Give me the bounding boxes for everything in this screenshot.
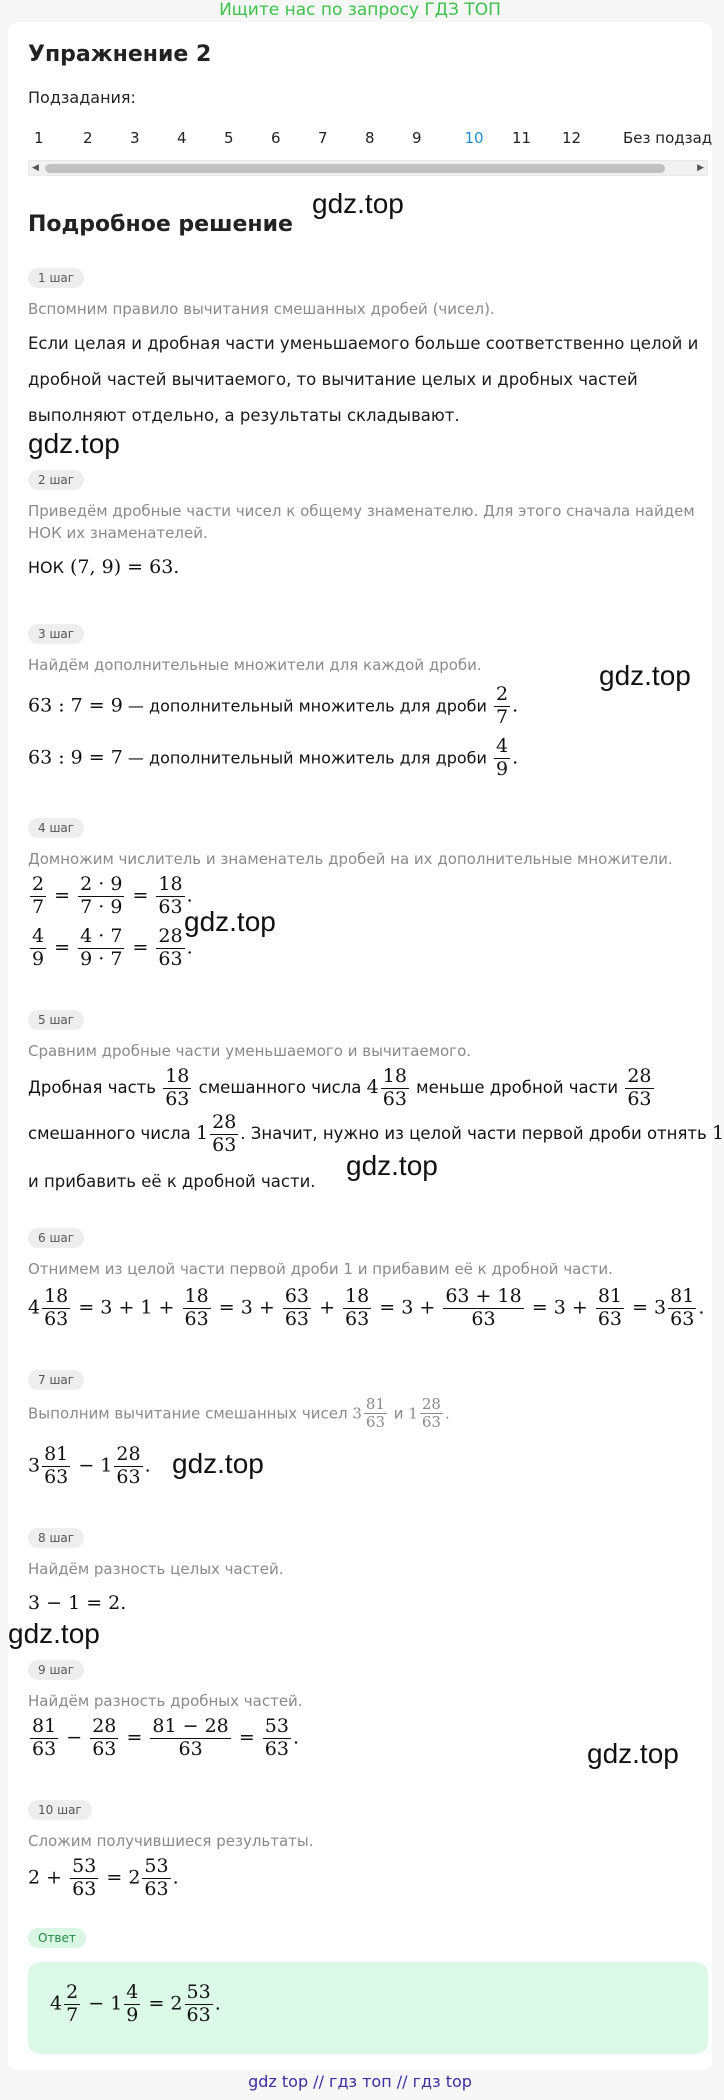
- math-line: 63 : 7 = 9 — дополнительный множитель для дроби $\frac{2}{7}$ .: [28, 683, 519, 728]
- watermark: gdz.top: [28, 428, 120, 459]
- step-hint: Сравним дробные части уменьшаемого и вычитаемого.: [28, 1042, 472, 1060]
- watermark: gdz.top: [346, 1150, 438, 1181]
- math-line: Дробная часть $\frac{18}{63}$ смешанного числа 4 $\frac{18}{63}$ меньше дробной части $\frac{28}{63}$: [28, 1065, 652, 1110]
- step-badge: 6 шаг: [28, 1228, 84, 1248]
- math-line: $\frac{4}{9}$ = $\frac{4 \cdot 7}{9 \cdot 7}$ = $\frac{28}{63}$ .: [32, 925, 193, 970]
- step-badge: 10 шаг: [28, 1800, 92, 1820]
- subtask-tab-8[interactable]: 8: [365, 129, 375, 147]
- math-line: $\frac{81}{63}$ − $\frac{28}{63}$ = $\frac{81 - 28}{63}$ = $\frac{53}{63}$ .: [32, 1715, 300, 1760]
- step-text: и прибавить её к дробной части.: [28, 1172, 316, 1191]
- step-badge: 8 шаг: [28, 1528, 84, 1548]
- solution-heading: Подробное решение: [28, 212, 293, 237]
- step-hint: Выполним вычитание смешанных чисел 3 $\frac{81}{63}$ и 1 $\frac{28}{63}$ .: [28, 1395, 450, 1432]
- subtask-tab-9[interactable]: 9: [412, 129, 422, 147]
- step-badge: 7 шаг: [28, 1370, 84, 1390]
- answer-expression: 4 $\frac{2}{7}$ − 1 $\frac{4}{9}$ = 2 $\frac{53}{63}$ .: [50, 1981, 221, 2026]
- promo-banner: Ищите нас по запросу ГДЗ ТОП: [219, 0, 501, 20]
- step-hint: Вспомним правило вычитания смешанных дробей (чисел).: [28, 300, 495, 318]
- step-hint: Найдём дополнительные множители для каждой дроби.: [28, 656, 482, 674]
- subtask-tab-12[interactable]: 12: [562, 129, 582, 147]
- step-text: Если целая и дробная части уменьшаемого больше соответственно целой и дробной частей вычитаемого, то вычитание целых и дробных частей выполняют отдельно, а результаты складывают.: [28, 334, 699, 425]
- subtask-tab-4[interactable]: 4: [177, 129, 187, 147]
- step-hint: Приведём дробные части чисел к общему знаменателю. Для этого сначала найдем НОК их знаменателей.: [28, 502, 695, 542]
- watermark: gdz.top: [184, 906, 276, 937]
- step-badge: 9 шаг: [28, 1660, 84, 1680]
- step-hint: Найдём разность целых частей.: [28, 1560, 284, 1578]
- step-badge: 5 шаг: [28, 1010, 84, 1030]
- watermark: gdz.top: [8, 1618, 100, 1649]
- watermark: gdz.top: [587, 1738, 679, 1769]
- math-line: 2 + $\frac{53}{63}$ = 2 $\frac{53}{63}$ .: [28, 1855, 179, 1900]
- answer-badge: Ответ: [28, 1928, 86, 1948]
- math-line: 4 $\frac{18}{63}$ = 3 + 1 + $\frac{18}{63}$ = 3 + $\frac{63}{63}$ + $\frac{18}{63}$ = 3 + $\frac{63 + 18}{63}$ = 3 + $\frac{81}{63}$ = 3 $\frac{81}{63}$ .: [28, 1285, 705, 1330]
- math-line: 3 − 1 = 2.: [28, 1592, 127, 1614]
- math-line: $\frac{2}{7}$ = $\frac{2 \cdot 9}{7 \cdot 9}$ = $\frac{18}{63}$ .: [32, 873, 193, 918]
- math-line: 63 : 9 = 7 — дополнительный множитель для дроби $\frac{4}{9}$ .: [28, 735, 519, 780]
- step-badge: 2 шаг: [28, 470, 84, 490]
- watermark: gdz.top: [172, 1448, 264, 1479]
- math-line: 3 $\frac{81}{63}$ − 1 $\frac{28}{63}$ .: [28, 1443, 151, 1488]
- footer-links[interactable]: gdz top // гдз топ // гдз top: [248, 2072, 472, 2091]
- subtask-tab-3[interactable]: 3: [130, 129, 140, 147]
- step-hint: Домножим числитель и знаменатель дробей на их дополнительные множители.: [28, 850, 673, 868]
- subtask-tab-5[interactable]: 5: [224, 129, 234, 147]
- math-line: НОК (7, 9) = 63.: [28, 556, 180, 578]
- watermark: gdz.top: [312, 188, 404, 219]
- subtask-tab-2[interactable]: 2: [83, 129, 93, 147]
- step-badge: 3 шаг: [28, 624, 84, 644]
- subtask-tab-1[interactable]: 1: [34, 129, 44, 147]
- scroll-right-icon[interactable]: ▶: [697, 163, 704, 173]
- subtasks-label: Подзадания:: [28, 88, 136, 107]
- subtask-tab-7[interactable]: 7: [318, 129, 328, 147]
- subtask-tabs: [28, 124, 713, 162]
- subtask-tab-no-subtask[interactable]: Без подзад: [623, 129, 713, 147]
- step-badge: 4 шаг: [28, 818, 84, 838]
- math-line: смешанного числа 1 $\frac{28}{63}$ . Значит, нужно из целой части первой дроби отнять 1: [28, 1111, 724, 1156]
- step-hint: Отнимем из целой части первой дроби 1 и прибавим её к дробной части.: [28, 1260, 613, 1278]
- fraction: $\frac{2}{7}$: [496, 683, 509, 728]
- step-hint: Найдём разность дробных частей.: [28, 1692, 303, 1710]
- scroll-thumb[interactable]: [45, 164, 665, 173]
- subtask-tab-6[interactable]: 6: [271, 129, 281, 147]
- scroll-left-icon[interactable]: ◀: [32, 163, 39, 173]
- watermark: gdz.top: [599, 660, 691, 691]
- step-hint: Сложим получившиеся результаты.: [28, 1832, 314, 1850]
- tabs-scrollbar[interactable]: [28, 160, 708, 176]
- subtask-tab-11[interactable]: 11: [512, 129, 532, 147]
- step-badge: 1 шаг: [28, 268, 84, 288]
- exercise-title: Упражнение 2: [28, 42, 212, 67]
- subtask-tab-10[interactable]: 10: [451, 129, 497, 162]
- fraction: $\frac{4}{9}$: [496, 735, 509, 780]
